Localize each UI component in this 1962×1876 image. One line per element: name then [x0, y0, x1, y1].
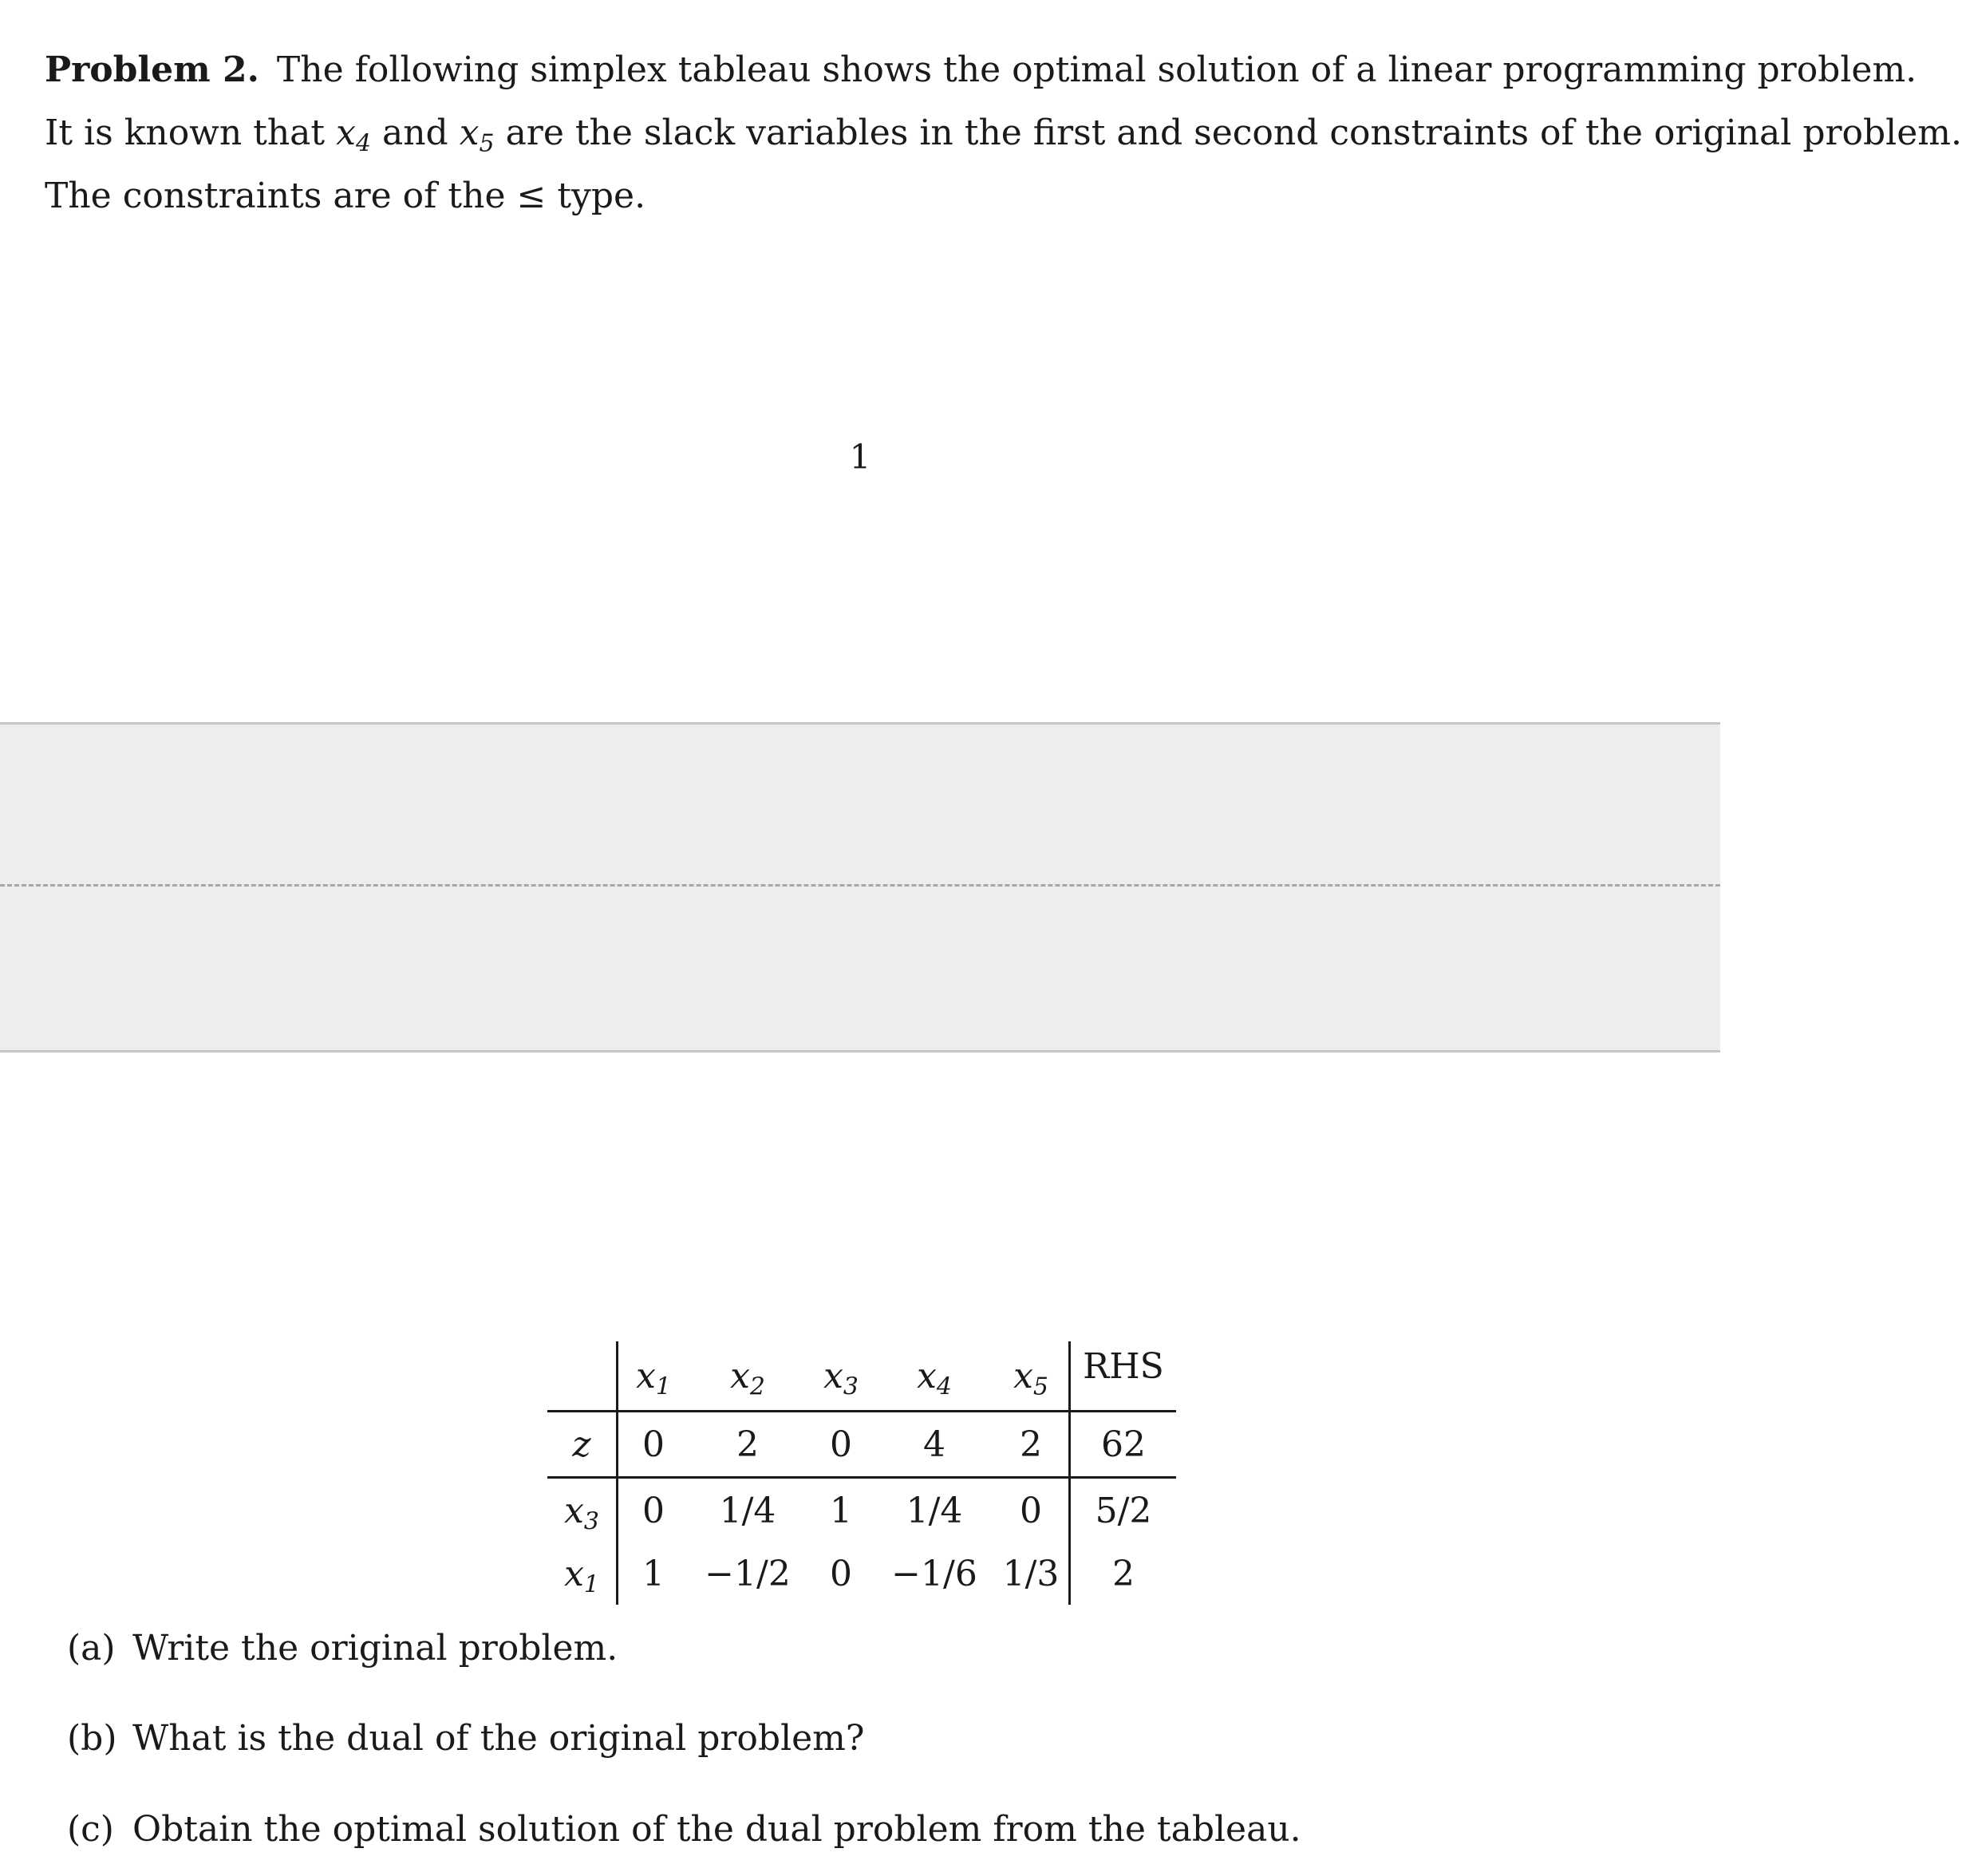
var-x5: $x_5$	[459, 113, 495, 158]
col-header-x5: $x_5$	[993, 1341, 1070, 1412]
col-header-rhs: RHS	[1070, 1341, 1177, 1412]
row-label-x1: $x_1$	[547, 1542, 618, 1605]
col-header-x2: $x_2$	[689, 1341, 807, 1412]
page-number: 1	[849, 437, 871, 476]
col-header-x1: $x_1$	[618, 1341, 689, 1412]
tableau-header-row	[547, 1341, 1176, 1412]
problem-line-1-text: The following simplex tableau shows the optimal solution of a linear programming problem.	[276, 49, 1917, 90]
table-cell: 1/3	[1002, 1553, 1060, 1594]
table-cell: 1	[830, 1490, 852, 1531]
page-break-gap	[0, 722, 1720, 1053]
page-break-divider	[0, 884, 1720, 887]
simplex-tableau	[547, 1341, 1176, 1605]
table-cell: 4	[875, 1412, 993, 1478]
col-header-x3: $x_3$	[807, 1341, 875, 1412]
rhs-cell: 62	[1070, 1412, 1177, 1478]
question-text: Obtain the optimal solution of the dual problem from the tableau.	[132, 1809, 1301, 1850]
question-b	[67, 1718, 865, 1759]
table-cell: 2	[689, 1412, 807, 1478]
col-header-x4: $x_4$	[875, 1341, 993, 1412]
table-cell: −1/6	[891, 1553, 977, 1594]
table-cell: 1/4	[906, 1490, 963, 1531]
question-c	[67, 1809, 1301, 1850]
question-text: Write the original problem.	[132, 1628, 618, 1669]
question-label: (c)	[67, 1809, 114, 1850]
table-cell: 1/4	[719, 1490, 776, 1531]
problem-line-3: The constraints are of the ≤ type.	[45, 176, 646, 216]
tableau-row-x1	[547, 1542, 1176, 1605]
row-label-x3: $x_3$	[547, 1478, 618, 1543]
rhs-cell: 5/2	[1070, 1478, 1177, 1543]
row-label-z: z	[547, 1412, 618, 1478]
question-a	[67, 1628, 618, 1669]
problem-title: Problem 2.	[45, 49, 259, 90]
tableau-corner	[547, 1341, 618, 1412]
tableau-row-z	[547, 1412, 1176, 1478]
table-cell: 2	[993, 1412, 1070, 1478]
table-cell: 0	[1020, 1490, 1042, 1531]
problem-statement	[45, 38, 1962, 227]
problem-line-1	[45, 38, 1917, 101]
question-label: (a)	[67, 1628, 116, 1669]
line2-prefix: It is known that	[45, 113, 326, 153]
table-cell: 0	[830, 1553, 852, 1594]
table-cell: 0	[618, 1412, 689, 1478]
var-x4: $x_4$	[336, 113, 371, 158]
table-cell: −1/2	[705, 1553, 791, 1594]
line2-suffix: are the slack variables in the first and second constraints of the original problem.	[505, 113, 1962, 153]
tableau-row-x3	[547, 1478, 1176, 1543]
question-label: (b)	[67, 1718, 117, 1759]
problem-line-2	[45, 101, 1962, 164]
table-cell: 1	[642, 1553, 665, 1594]
table-cell: 0	[642, 1490, 665, 1531]
line2-mid: and	[381, 113, 448, 153]
rhs-cell: 2	[1070, 1542, 1177, 1605]
table-cell: 0	[807, 1412, 875, 1478]
question-text: What is the dual of the original problem?	[132, 1718, 865, 1759]
